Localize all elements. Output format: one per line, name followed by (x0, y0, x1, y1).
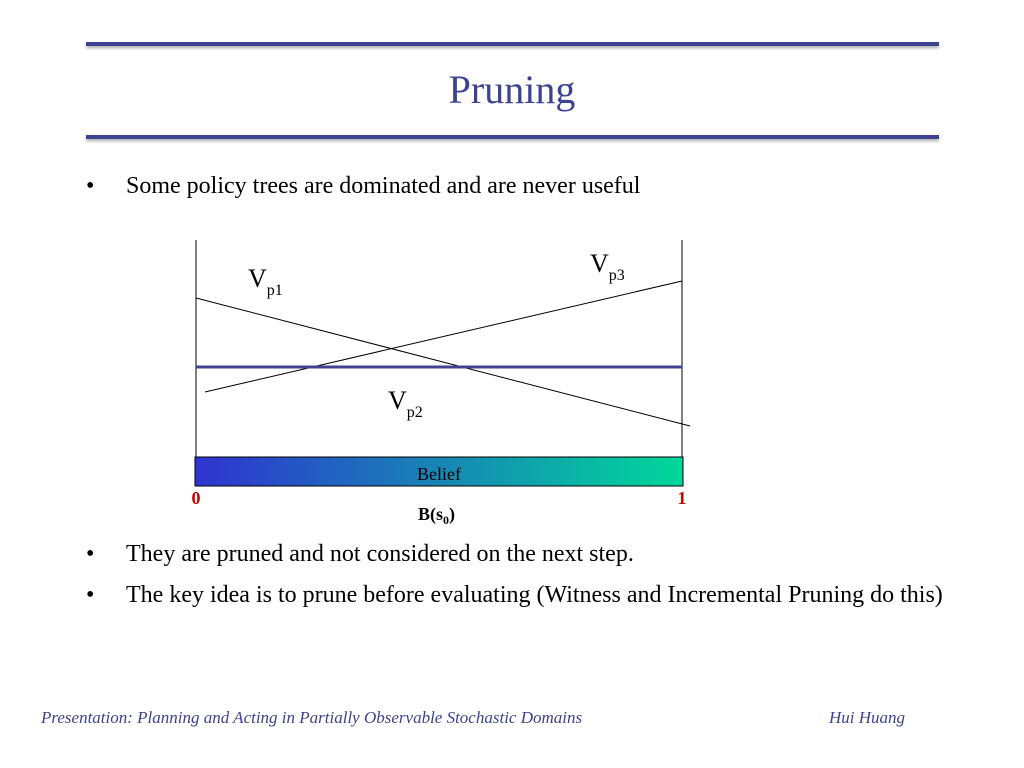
bullet-dot-icon: • (86, 582, 95, 608)
slide-title: Pruning (448, 67, 576, 112)
axis-max-label: 1 (677, 488, 687, 508)
bullet-text: They are pruned and not considered on the next step. (126, 541, 634, 567)
bullet-list-bottom (86, 538, 946, 620)
bullet-dot-icon: • (86, 173, 95, 199)
label-vp2 (388, 386, 423, 421)
label-vp3-sub: p3 (608, 267, 625, 284)
bullet-item (86, 579, 946, 611)
axis-min-label: 0 (191, 488, 201, 508)
axis-title-close: ) (449, 504, 456, 524)
vector-p1-line (196, 298, 690, 426)
label-vp3 (590, 249, 625, 284)
label-vp1-main: V (248, 264, 267, 293)
label-vp2-sub: p2 (406, 404, 423, 421)
axis-title-main: B(s (418, 504, 444, 524)
bullet-item (86, 538, 946, 570)
footer-author: Hui Huang (829, 708, 906, 727)
label-vp2-main: V (388, 386, 407, 415)
bullet-dot-icon: • (86, 541, 95, 567)
belief-bar-label: Belief (417, 464, 461, 484)
label-vp1-sub: p1 (266, 282, 283, 299)
label-vp3-main: V (590, 249, 609, 278)
bullet-text: Some policy trees are dominated and are never useful (126, 173, 641, 199)
label-vp1 (248, 264, 283, 299)
footer-presentation-title: Presentation: Planning and Acting in Partially Observable Stochastic Domains (41, 708, 583, 727)
axis-title-sub: 0 (443, 513, 450, 527)
bullet-text: The key idea is to prune before evaluating (Witness and Incremental Pruning do this) (126, 582, 943, 608)
axis-title (418, 504, 455, 527)
